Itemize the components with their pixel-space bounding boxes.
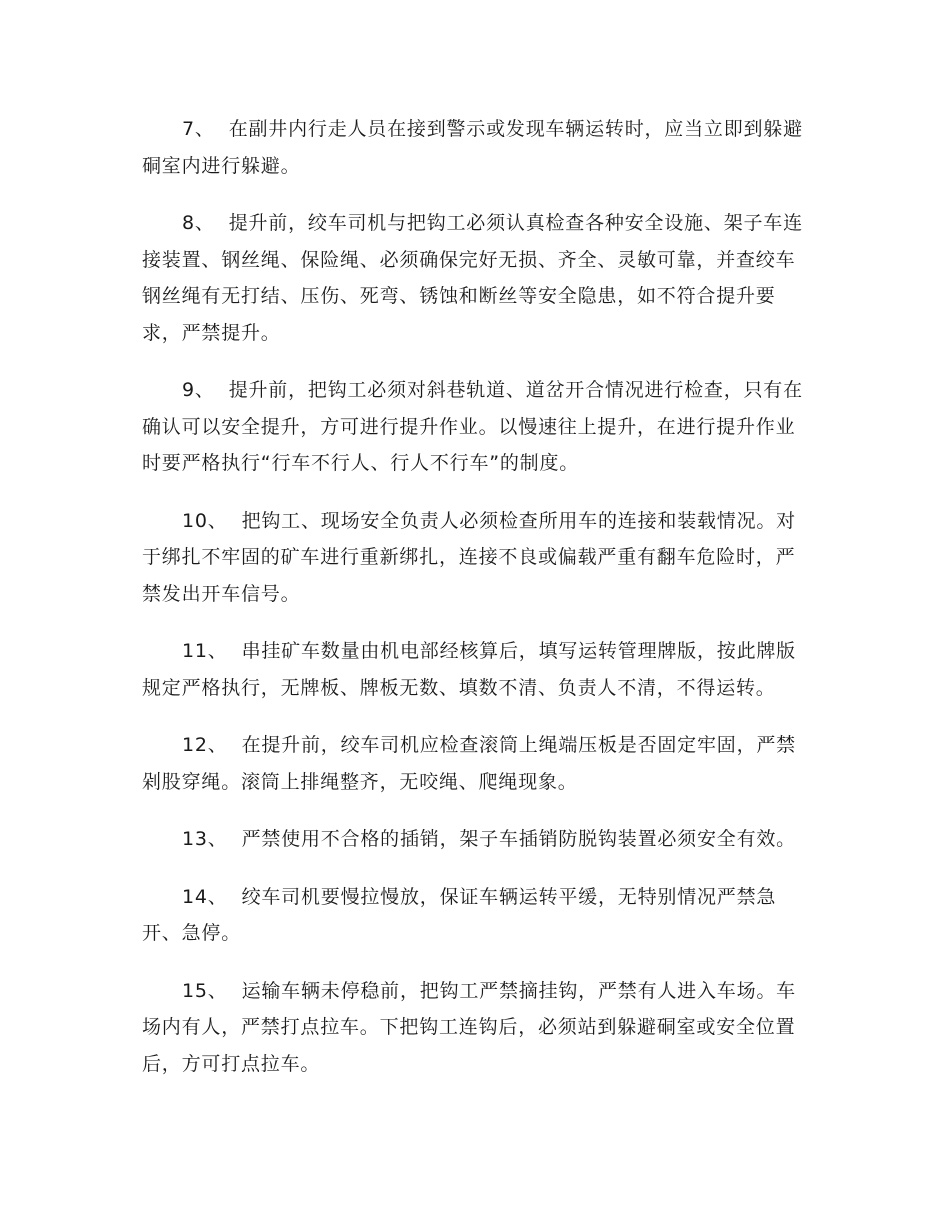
- paragraph-text: 绞车司机要慢拉慢放，保证车辆运转平缓，无特别情况严禁急开、急停。: [142, 885, 777, 944]
- paragraph-8: [142, 205, 808, 351]
- paragraph-7: [142, 111, 808, 184]
- paragraph-number: 11、: [182, 640, 228, 662]
- paragraph-number: 13、: [182, 828, 228, 850]
- paragraph-9: [142, 372, 808, 482]
- paragraph-text: 在提升前，绞车司机应检查滚筒上绳端压板是否固定牢固，严禁剁股穿绳。滚筒上排绳整齐，无咬绳、爬绳现象。: [142, 734, 796, 793]
- paragraph-text: 在副井内行走人员在接到警示或发现车辆运转时，应当立即到躲避硐室内进行躲避。: [142, 118, 803, 177]
- paragraph-number: 10、: [182, 509, 228, 532]
- paragraph-number: 12、: [182, 734, 228, 756]
- paragraph-text: 运输车辆未停稳前，把钩工严禁摘挂钩，严禁有人进入车场。车场内有人，严禁打点拉车。下把钩工连钩后，必须站到躲避硐室或安全位置后，方可打点拉车。: [142, 979, 796, 1075]
- paragraph-12: [142, 727, 808, 800]
- paragraph-14: [142, 879, 808, 952]
- paragraph-15: [142, 973, 808, 1083]
- paragraph-text: 提升前，把钩工必须对斜巷轨道、道岔开合情况进行检查，只有在确认可以安全提升，方可进行提升作业。以慢速往上提升，在进行提升作业时要严格执行“行车不行人、行人不行车”的制度。: [142, 379, 803, 474]
- paragraph-number: 14、: [182, 885, 228, 908]
- paragraph-number: 7、: [182, 118, 215, 140]
- paragraph-text: 串挂矿车数量由机电部经核算后，填写运转管理牌版，按此牌版规定严格执行，无牌板、牌板无数、填数不清、负责人不清，不得运转。: [142, 640, 796, 699]
- paragraph-13: [142, 821, 808, 858]
- paragraph-number: 9、: [182, 379, 215, 401]
- document-body: [142, 111, 808, 1103]
- paragraph-11: [142, 633, 808, 706]
- paragraph-number: 8、: [182, 212, 215, 234]
- paragraph-text: 把钩工、现场安全负责人必须检查所用车的连接和装载情况。对于绑扎不牢固的矿车进行重新绑扎，连接不良或偏载严重有翻车危险时，严禁发出开车信号。: [142, 509, 796, 605]
- paragraph-text: 严禁使用不合格的插销，架子车插销防脱钩装置必须安全有效。: [241, 828, 796, 850]
- paragraph-number: 15、: [182, 979, 228, 1002]
- paragraph-10: [142, 503, 808, 613]
- paragraph-text: 提升前，绞车司机与把钩工必须认真检查各种安全设施、架子车连接装置、钢丝绳、保险绳、必须确保完好无损、齐全、灵敏可靠，并查绞车钢丝绳有无打结、压伤、死弯、锈蚀和断丝等安全隐患，如不符合提升要求，严禁提升。: [142, 212, 803, 344]
